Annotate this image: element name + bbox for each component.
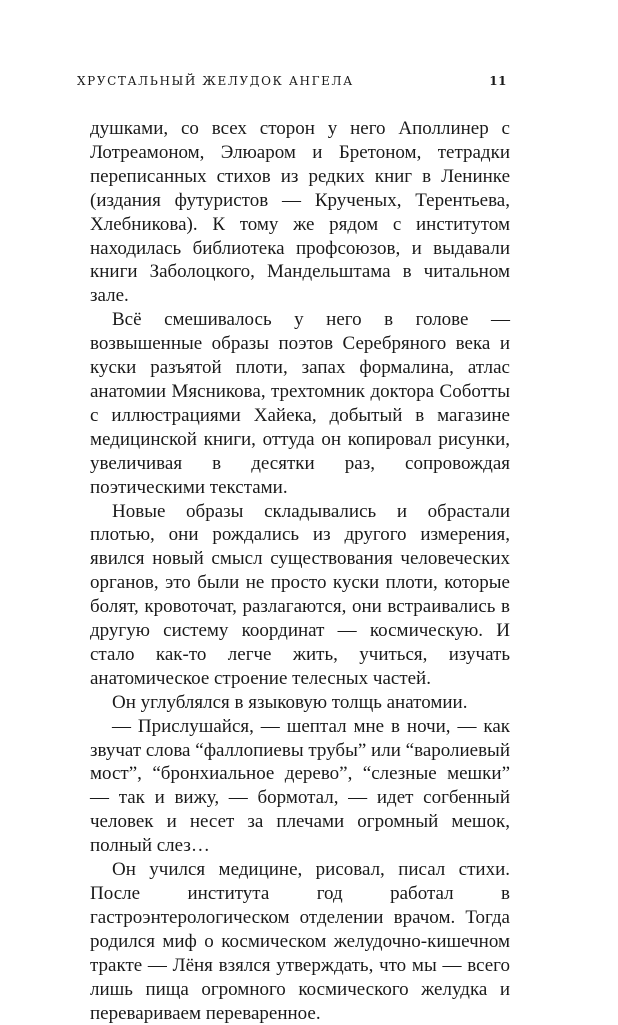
running-head <box>77 74 507 94</box>
body-text <box>90 117 510 1025</box>
paragraph-2: Всё смешивалось у него в голове — возвышенные образы поэтов Серебряного века и куски разъятой плоти, запах формалина, атлас анатомии Мясникова, трехтомник доктора Соботты с иллюстрациями Хайека, добытый в магазине медицинской книги, оттуда он копировал рисунки, увеличивая в десятки раз, сопровождая поэтическими текстами. <box>90 309 510 498</box>
page-number: 11 <box>489 74 507 88</box>
paragraph-1: душками, со всех сторон у него Аполлинер с Лотреамоном, Элюаром и Бретоном, тетрадки переписанных стихов из редких книг в Ленинке (издания футуристов — Крученых, Терентьева, Хлебникова). К тому же рядом с институтом находилась библиотека профсоюзов, и выдавали книги Заболоцкого, Мандельштама в читальном зале. <box>90 118 510 307</box>
paragraph-5: — Прислушайся, — шептал мне в ночи, — как звучат слова “фаллопиевы трубы” или “варолиевый мост”, “бронхиальное дерево”, “слезные мешки” — так и вижу, — бормотал, — идет согбенный человек и несет за плечами огромный мешок, полный слез… <box>90 715 510 857</box>
paragraph-3: Новые образы складывались и обрастали плотью, они рождались из другого измерения, явился новый смысл существования человеческих органов, это были не просто куски плоти, которые болят, кровоточат, разлагаются, они встраивались в другую систему координат — космическую. И стало как-то легче жить, учиться, изучать анатомическое строение телесных частей. <box>90 500 510 689</box>
paragraph-4: Он углублялся в языковую толщь анатомии. <box>112 691 468 713</box>
paragraph-6: Он учился медицине, рисовал, писал стихи. После института год работал в гастроэнтерологическом отделении врачом. Тогда родился миф о космическом желудочно-кишечном тракте — Лёня взялся утверждать, что мы — всего лишь пища огромного космического желудка и перевариваем переваренное. <box>90 859 510 1024</box>
running-title: ХРУСТАЛЬНЫЙ ЖЕЛУДОК АНГЕЛА <box>77 74 354 88</box>
